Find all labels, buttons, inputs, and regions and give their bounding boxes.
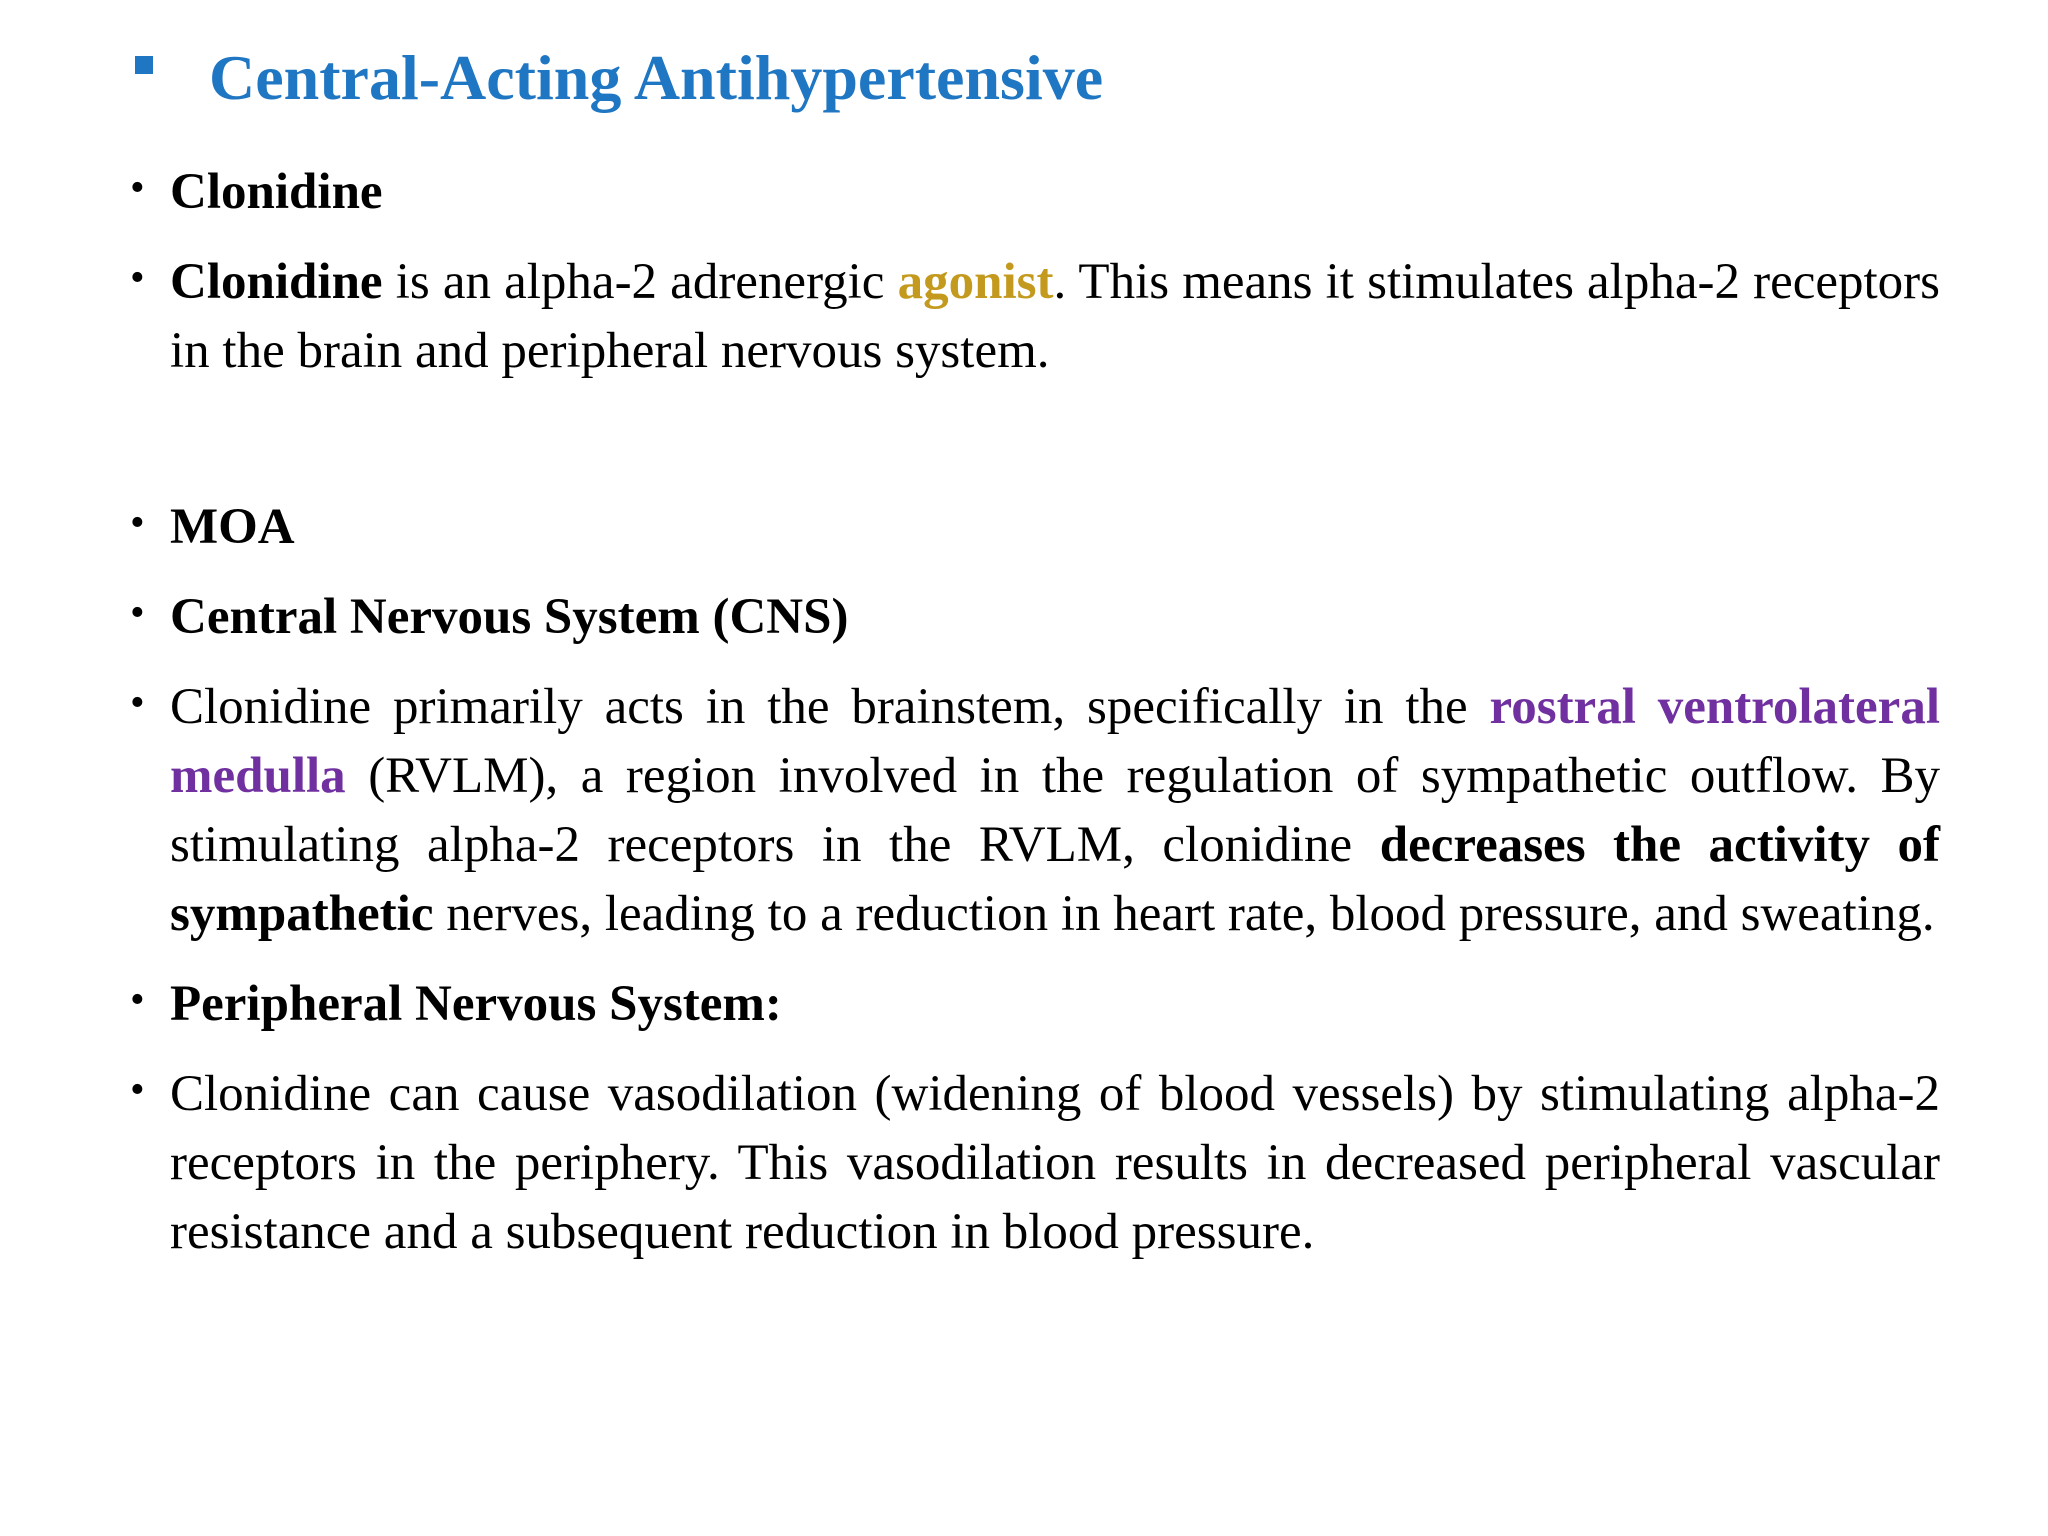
slide-title: Central-Acting Antihypertensive [209, 42, 1104, 113]
text-run: (RVLM), a region involved in the regulation of sympathetic outflow. By stimulating alpha-2 receptors in the RVLM, clonidine [170, 748, 1940, 873]
bullet-item [130, 158, 1940, 227]
bullet-item [130, 583, 1940, 652]
bullet-item [130, 493, 1940, 562]
text-run: . This means it stimulates alpha-2 receptors in the brain and peripheral nervous system. [170, 254, 1940, 379]
bullet-item [130, 248, 1940, 386]
bold-phrase: decreases the activity of sympathetic [170, 817, 1940, 942]
text-run: Clonidine primarily acts in the brainstem, specifically in the [170, 679, 1490, 735]
bullet-dot-icon: • [130, 165, 145, 211]
bullet-dot-icon: • [130, 500, 145, 546]
text-run: Clonidine can cause vasodilation (widening of blood vessels) by stimulating alpha-2 receptors in the periphery. This vasodilation results in decreased peripheral vascular resistance and a subsequent reduction in blood pressure. [170, 1066, 1940, 1260]
bullet-item [130, 673, 1940, 949]
highlight-term: rostral ventrolateral medulla [170, 679, 1940, 804]
bullet-heading: MOA [170, 499, 295, 555]
bullet-heading: Clonidine [170, 164, 383, 220]
bullet-item [130, 1060, 1940, 1267]
square-bullet-icon [135, 56, 153, 74]
text-run: is an alpha-2 adrenergic [382, 254, 898, 310]
bullet-dot-icon: • [130, 1067, 145, 1113]
bullet-dot-icon: • [130, 255, 145, 301]
bullet-dot-icon: • [130, 977, 145, 1023]
bullet-dot-icon: • [130, 680, 145, 726]
bullet-heading: Central Nervous System (CNS) [170, 589, 849, 645]
bullet-list [130, 158, 1940, 1288]
highlight-term: agonist [897, 254, 1054, 310]
text-run: nerves, leading to a reduction in heart rate, blood pressure, and sweating. [433, 886, 1935, 942]
bullet-dot-icon: • [130, 590, 145, 636]
bullet-heading: Peripheral Nervous System: [170, 976, 782, 1032]
bold-term: Clonidine [170, 254, 383, 310]
bullet-item [130, 970, 1940, 1039]
